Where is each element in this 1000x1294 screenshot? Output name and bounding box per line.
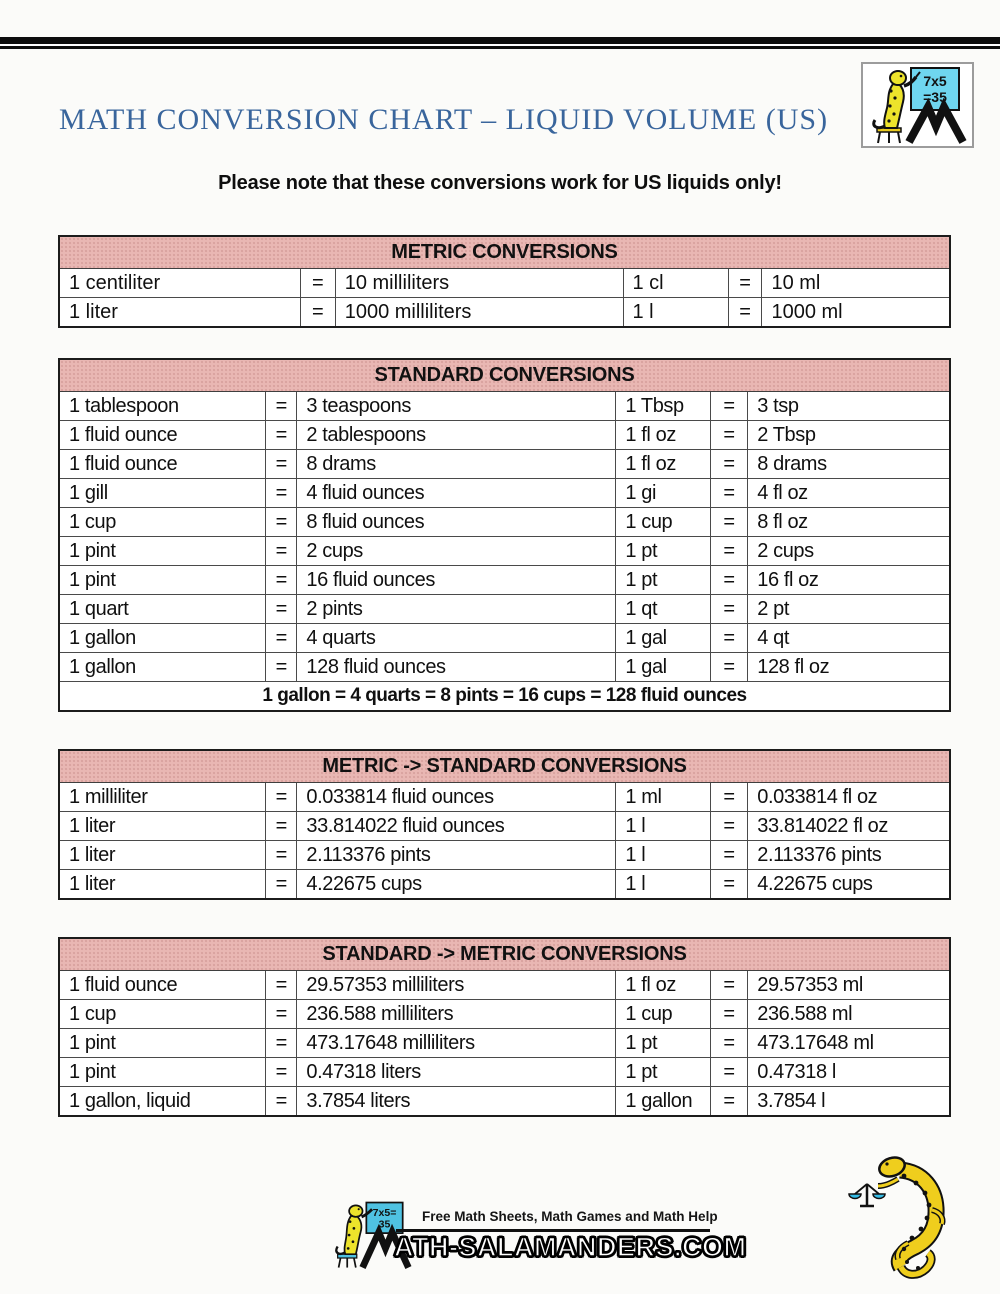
conversion-cell: 1 fluid ounce (59, 971, 266, 1000)
conversion-cell: 2.113376 pints (748, 841, 950, 870)
equals-sign: = (710, 653, 747, 682)
equals-sign: = (300, 269, 335, 298)
conversion-cell: 2 Tbsp (748, 421, 950, 450)
conversion-cell: 29.57353 ml (748, 971, 950, 1000)
table-row (59, 1000, 950, 1029)
equals-sign: = (266, 1029, 297, 1058)
conversion-cell: 1 cup (59, 1000, 266, 1029)
conversion-cell: 3.7854 l (748, 1087, 950, 1117)
conversion-cell: 29.57353 milliliters (297, 971, 616, 1000)
conversion-cell: 8 fl oz (748, 508, 950, 537)
conversion-cell: 8 fluid ounces (297, 508, 616, 537)
table-title: STANDARD -> METRIC CONVERSIONS (59, 938, 950, 971)
conversion-cell: 1 l (616, 870, 710, 900)
conversion-cell: 1 pint (59, 1029, 266, 1058)
equals-sign: = (266, 537, 297, 566)
conversion-cell: 1 pt (616, 1029, 710, 1058)
table-row (59, 870, 950, 900)
conversion-cell: 1 tablespoon (59, 392, 266, 421)
conversion-cell: 1 gallon (616, 1087, 710, 1117)
equals-sign: = (710, 870, 747, 900)
conversion-cell: 0.47318 l (748, 1058, 950, 1087)
equals-sign: = (710, 450, 747, 479)
table-header-row (59, 236, 950, 269)
conversion-cell: 2.113376 pints (297, 841, 616, 870)
conversion-cell: 33.814022 fl oz (748, 812, 950, 841)
conversion-cell: 236.588 milliliters (297, 1000, 616, 1029)
equals-sign: = (710, 566, 747, 595)
conversion-cell: 1 qt (616, 595, 710, 624)
table-row (59, 624, 950, 653)
conversion-cell: 1 gallon (59, 653, 266, 682)
standard-conversions-table (58, 358, 951, 712)
conversion-cell: 3 tsp (748, 392, 950, 421)
conversion-cell: 1000 ml (762, 298, 950, 328)
equals-sign: = (728, 298, 762, 328)
conversion-cell: 1 gi (616, 479, 710, 508)
equals-sign: = (266, 624, 297, 653)
conversion-cell: 4 qt (748, 624, 950, 653)
salamander-with-scale-illustration (842, 1146, 992, 1294)
equals-sign: = (266, 841, 297, 870)
table-row (59, 653, 950, 682)
metric-to-standard-table (58, 749, 951, 900)
standard-to-metric-table (58, 937, 951, 1117)
page-title: MATH CONVERSION CHART – LIQUID VOLUME (US) (59, 103, 829, 136)
table-row (59, 1029, 950, 1058)
conversion-cell: 1 gallon, liquid (59, 1087, 266, 1117)
conversion-cell: 1 pint (59, 537, 266, 566)
conversion-cell: 10 milliliters (335, 269, 623, 298)
table-header-row (59, 938, 950, 971)
conversion-cell: 4.22675 cups (748, 870, 950, 900)
conversion-cell: 1 centiliter (59, 269, 300, 298)
conversion-cell: 1 liter (59, 812, 266, 841)
conversion-cell: 1 quart (59, 595, 266, 624)
table-row (59, 812, 950, 841)
conversion-cell: 3.7854 liters (297, 1087, 616, 1117)
conversion-cell: 1 fluid ounce (59, 450, 266, 479)
equals-sign: = (710, 421, 747, 450)
equals-sign: = (710, 1029, 747, 1058)
conversion-cell: 4 fluid ounces (297, 479, 616, 508)
equals-sign: = (710, 479, 747, 508)
conversion-cell: 2 pt (748, 595, 950, 624)
table-row (59, 421, 950, 450)
equals-sign: = (266, 653, 297, 682)
conversion-cell: 4 quarts (297, 624, 616, 653)
conversion-cell: 473.17648 milliliters (297, 1029, 616, 1058)
conversion-cell: 1 cl (623, 269, 728, 298)
equals-sign: = (266, 812, 297, 841)
easel-legs-m (909, 107, 963, 142)
conversion-cell: 33.814022 fluid ounces (297, 812, 616, 841)
conversion-cell: 1 l (616, 812, 710, 841)
conversion-cell: 1 pt (616, 1058, 710, 1087)
math-salamanders-badge (861, 62, 974, 148)
board-text-line1: 7x5 (923, 73, 947, 89)
board-text-line1: 7x5= (372, 1206, 397, 1219)
conversion-cell: 128 fl oz (748, 653, 950, 682)
equals-sign: = (728, 269, 762, 298)
conversion-cell: 2 pints (297, 595, 616, 624)
conversion-cell: 473.17648 ml (748, 1029, 950, 1058)
equals-sign: = (266, 971, 297, 1000)
conversion-cell: 0.033814 fl oz (748, 783, 950, 812)
equals-sign: = (710, 971, 747, 1000)
table-row (59, 971, 950, 1000)
page-subtitle: Please note that these conversions work for US liquids only! (218, 172, 782, 194)
equals-sign: = (266, 421, 297, 450)
table-row (59, 783, 950, 812)
conversion-cell: 1 pt (616, 537, 710, 566)
equals-sign: = (266, 1087, 297, 1117)
equals-sign: = (710, 812, 747, 841)
math-salamanders-footer-logo (330, 1198, 747, 1276)
table-title: STANDARD CONVERSIONS (59, 359, 950, 392)
board-text-line2: =35 (923, 89, 947, 105)
conversion-cell: 2 cups (748, 537, 950, 566)
table-header-row (59, 750, 950, 783)
equals-sign: = (710, 392, 747, 421)
conversion-cell: 1 fl oz (616, 421, 710, 450)
equals-sign: = (710, 783, 747, 812)
equals-sign: = (266, 392, 297, 421)
conversion-cell: 1 milliliter (59, 783, 266, 812)
equals-sign: = (266, 595, 297, 624)
conversion-cell: 236.588 ml (748, 1000, 950, 1029)
table-row (59, 595, 950, 624)
equals-sign: = (266, 566, 297, 595)
equals-sign: = (266, 450, 297, 479)
table-row (59, 508, 950, 537)
conversion-cell: 1 liter (59, 298, 300, 328)
conversion-cell: 3 teaspoons (297, 392, 616, 421)
conversion-cell: 16 fluid ounces (297, 566, 616, 595)
conversion-cell: 1 gill (59, 479, 266, 508)
conversion-cell: 1 fluid ounce (59, 421, 266, 450)
table-row (59, 566, 950, 595)
conversion-cell: 1 gallon (59, 624, 266, 653)
conversion-cell: 4.22675 cups (297, 870, 616, 900)
conversion-cell: 1 l (623, 298, 728, 328)
conversion-cell: 2 cups (297, 537, 616, 566)
equals-sign: = (710, 624, 747, 653)
conversion-cell: 8 drams (297, 450, 616, 479)
equals-sign: = (710, 595, 747, 624)
conversion-cell: 1 l (616, 841, 710, 870)
conversion-cell: 128 fluid ounces (297, 653, 616, 682)
conversion-cell: 1 Tbsp (616, 392, 710, 421)
table-row (59, 841, 950, 870)
table-row (59, 537, 950, 566)
equals-sign: = (710, 508, 747, 537)
table-row (59, 1087, 950, 1117)
conversion-cell: 0.47318 liters (297, 1058, 616, 1087)
equals-sign: = (266, 1058, 297, 1087)
equals-sign: = (266, 783, 297, 812)
conversion-cell: 1000 milliliters (335, 298, 623, 328)
conversion-cell: 1 pint (59, 566, 266, 595)
conversion-cell: 1 pint (59, 1058, 266, 1087)
brand-site-name: ATH-SALAMANDERS.COM (394, 1232, 747, 1262)
conversion-cell: 1 liter (59, 870, 266, 900)
equals-sign: = (710, 1087, 747, 1117)
equals-sign: = (266, 508, 297, 537)
equals-sign: = (710, 1058, 747, 1087)
conversion-cell: 1 ml (616, 783, 710, 812)
top-border-rule (0, 37, 1000, 49)
brand-tagline: Free Math Sheets, Math Games and Math Help (422, 1209, 718, 1224)
equals-sign: = (266, 1000, 297, 1029)
conversion-cell: 1 cup (616, 508, 710, 537)
equals-sign: = (710, 1000, 747, 1029)
conversion-cell: 1 cup (616, 1000, 710, 1029)
equals-sign: = (266, 870, 297, 900)
salamander-easel-illustration (863, 64, 972, 146)
board-text-line2: 35 (378, 1218, 391, 1231)
table-row (59, 298, 950, 328)
table-row (59, 269, 950, 298)
table-row (59, 479, 950, 508)
gallon-summary: 1 gallon = 4 quarts = 8 pints = 16 cups = 128 fluid ounces (59, 682, 950, 712)
table-row (59, 1058, 950, 1087)
equals-sign: = (266, 479, 297, 508)
table-title: METRIC -> STANDARD CONVERSIONS (59, 750, 950, 783)
salamander-body (877, 1154, 943, 1274)
table-row (59, 450, 950, 479)
table-title: METRIC CONVERSIONS (59, 236, 950, 269)
table-row (59, 392, 950, 421)
conversion-cell: 1 gal (616, 653, 710, 682)
conversion-cell: 10 ml (762, 269, 950, 298)
conversion-cell: 4 fl oz (748, 479, 950, 508)
equals-sign: = (710, 841, 747, 870)
conversion-cell: 1 liter (59, 841, 266, 870)
conversion-cell: 1 gal (616, 624, 710, 653)
conversion-cell: 1 fl oz (616, 971, 710, 1000)
metric-conversions-table (58, 235, 951, 328)
conversion-cell: 1 pt (616, 566, 710, 595)
conversion-cell: 1 fl oz (616, 450, 710, 479)
conversion-cell: 16 fl oz (748, 566, 950, 595)
conversion-cell: 1 cup (59, 508, 266, 537)
equals-sign: = (710, 537, 747, 566)
conversion-cell: 0.033814 fluid ounces (297, 783, 616, 812)
equals-sign: = (300, 298, 335, 328)
conversion-cell: 2 tablespoons (297, 421, 616, 450)
table-summary-row (59, 682, 950, 712)
conversion-cell: 8 drams (748, 450, 950, 479)
table-header-row (59, 359, 950, 392)
